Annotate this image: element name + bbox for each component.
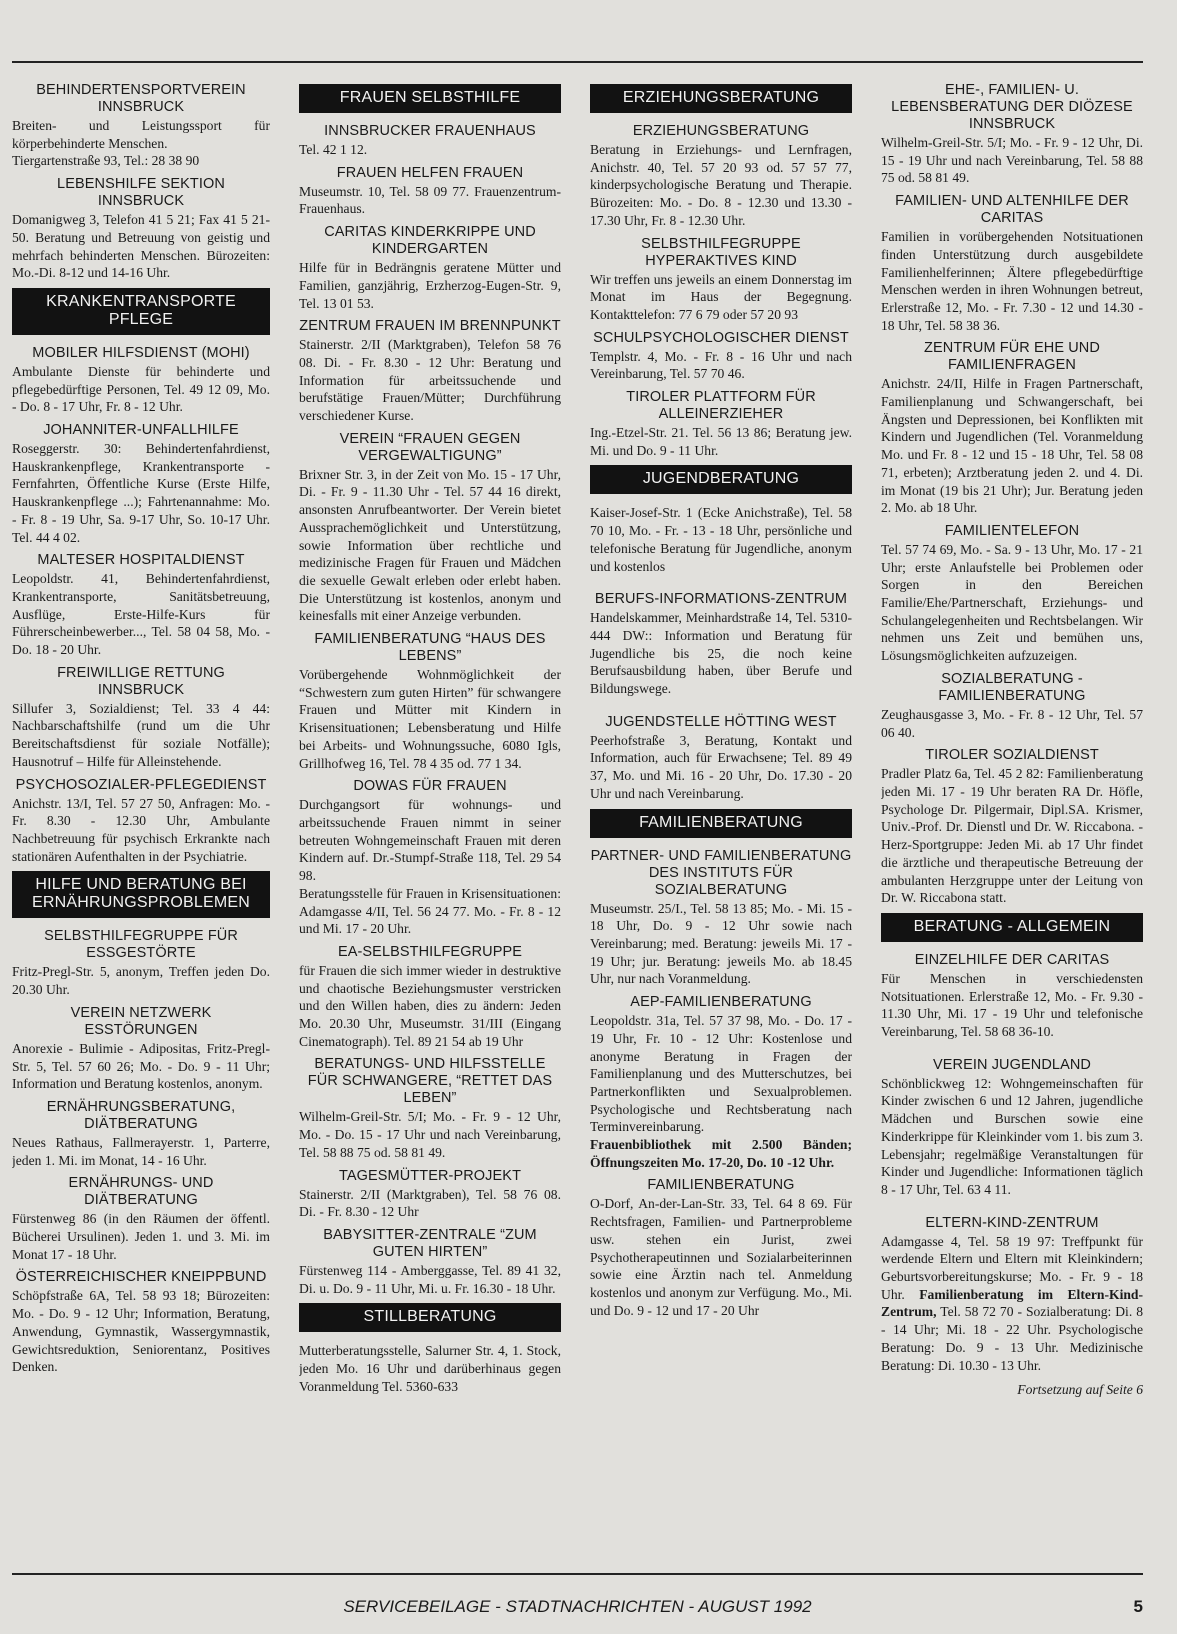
listing-entry bbox=[299, 123, 561, 159]
column-3 bbox=[590, 78, 852, 1556]
entry-body: Durchgangsort für wohnungs- und arbeitssuchende Frauen nimmt in seiner betreuten Wohngemeinschaft Frauen mit deren Kindern auf. Dr.-Stumpf-Straße 118, Tel. 29 54 98. Beratungsstelle für Frauen in Krisensituationen: Adamgasse 4/II, Tel. 56 24 77. Mo. - Fr. 8 - 12 und Mi. 17 - 20 Uhr. bbox=[299, 797, 561, 937]
entry-title: BABYSITTER-ZENTRALE “ZUM GUTEN HIRTEN” bbox=[323, 1226, 537, 1260]
entry-title: INNSBRUCKER FRAUENHAUS bbox=[324, 123, 536, 139]
entry-title: EINZELHILFE DER CARITAS bbox=[914, 951, 1110, 968]
listing-entry bbox=[590, 236, 852, 324]
listing-entry bbox=[12, 552, 270, 659]
entry-title: PARTNER- UND FAMILIENBERATUNG DES INSTITUTS FÜR SOZIALBERATUNG bbox=[590, 847, 852, 898]
entry-title: FAMILIENTELEFON bbox=[944, 522, 1080, 539]
listing-entry bbox=[12, 928, 270, 998]
listing-entry bbox=[881, 193, 1143, 334]
entry-body: Vorübergehende Wohnmöglichkeit der “Schwestern zum guten Hirten” für schwangere Frauen und Mütter mit Kindern in Krisensituationen; Lebensberatung und Hilfe bei Arbeits- und Wohnungssuche, 6080 Igls, Grillhofweg 16, Tel. 78 4 35 od. 77 1 34. bbox=[299, 667, 561, 771]
entry-title: ERNÄHRUNGSBERATUNG, DIÄTBERATUNG bbox=[46, 1098, 236, 1132]
section-heading: STILLBERATUNG bbox=[299, 1303, 561, 1332]
entry-title: LEBENSHILFE SEKTION INNSBRUCK bbox=[57, 176, 225, 210]
entry-title: ERZIEHUNGSBERATUNG bbox=[632, 123, 810, 139]
entry-body: Wir treffen uns jeweils an einem Donnerstag im Monat im Haus der Begegnung. Kontakttelefon: 77 6 79 oder 57 20 93 bbox=[590, 271, 852, 322]
listing-entry bbox=[12, 777, 270, 866]
listing-entry bbox=[590, 994, 852, 1171]
listing-entry bbox=[299, 1227, 561, 1297]
entry-title: FAMILIENBERATUNG “HAUS DES LEBENS” bbox=[314, 631, 546, 665]
entry-title: PSYCHOSOZIALER-PFLEGEDIENST bbox=[15, 776, 267, 793]
entry-title: JUGENDSTELLE HÖTTING WEST bbox=[605, 713, 837, 730]
continuation-note: Fortsetzung auf Seite 6 bbox=[1017, 1382, 1143, 1398]
listing-entry bbox=[881, 523, 1143, 665]
entry-title: DOWAS FÜR FRAUEN bbox=[353, 778, 507, 795]
section-heading: FRAUEN SELBSTHILFE bbox=[299, 84, 561, 113]
entry-body: Sillufer 3, Sozialdienst; Tel. 33 4 44: Nachbarschaftshilfe (rund um die Uhr Bereitschaftsdienst für soziale Notfälle); Hausnotruf – Hilfe für Alleinstehende. bbox=[12, 700, 270, 769]
entry-body: Beratung in Erziehungs- und Lernfragen, Anichstr. 40, Tel. 57 20 93 od. 57 57 77, kinderpsychologische Beratung und Therapie. Bürozeiten: Mo. - Do. 8 - 12.30 und 13.30 - 17.30 Uhr, Fr. 8 - 12.30 Uhr. bbox=[590, 142, 852, 228]
entry-body: Wilhelm-Greil-Str. 5/I; Mo. - Fr. 9 - 12 Uhr, Di. 15 - 19 Uhr und nach Vereinbarung, Tel. 58 88 75 od. 58 81 49. bbox=[881, 135, 1143, 186]
listing-entry bbox=[12, 422, 270, 546]
entry-title: TIROLER SOZIALDIENST bbox=[925, 747, 1099, 764]
entry-title: SELBSTHILFEGRUPPE FÜR ESSGESTÖRTE bbox=[44, 928, 238, 962]
entry-body: Ambulante Dienste für behinderte und pflegebedürftige Personen, Tel. 49 12 09, Mo. - Do. 8 - 17 Uhr, Fr. 8 - 12 Uhr. bbox=[12, 363, 270, 415]
entry-body: Museumstr. 25/I., Tel. 58 13 85; Mo. - Mi. 15 - 18 Uhr, Do. 9 - 12 Uhr sowie nach Vereinbarung; med. Beratung: jeweils Mi. 17 - 19 Uhr; jur. Beratung: jeweils Mo. ab 18.45 Uhr, nur nach Voranmeldung. bbox=[590, 900, 852, 987]
entry-title: ZENTRUM FÜR EHE UND FAMILIENFRAGEN bbox=[924, 340, 1100, 374]
listing-entry bbox=[881, 671, 1143, 741]
entry-body: Familien in vorübergehenden Notsituationen finden Unterstützung durch ausgebildete Familienhelferinnen; Ältere pflegebedürftige Menschen werden in ihren Wohnungen betreut, Erlerstraße 12, Mo. - Fr. 7.30 - 12 und 14.30 - 18 Uhr, Tel. 58 38 36. bbox=[881, 229, 1143, 333]
listing-entry bbox=[299, 631, 561, 772]
page-number: 5 bbox=[1133, 1597, 1143, 1616]
entry-body: Roseggerstr. 30: Behindertenfahrdienst, Hauskrankenpflege, Krankentransporte - Fernfahrten, Öffentliche Kurse (Erste Hilfe, Hauskrankenpflege ...); Fahrtenannahme: Mo. - Fr. 8 - 19 Uhr, Sa. 9-17 Uhr, So. 10-17 Uhr. Tel. 44 4 02. bbox=[12, 441, 270, 545]
entry-title: SELBSTHILFEGRUPPE HYPERAKTIVES KIND bbox=[641, 235, 801, 269]
entry-body: Tel. 42 1 12. bbox=[299, 142, 368, 157]
listing-entry bbox=[881, 1057, 1143, 1199]
listing-entry bbox=[590, 714, 852, 803]
section-heading: BERATUNG - ALLGEMEIN bbox=[881, 913, 1143, 942]
entry-title: FAMILIEN- UND ALTENHILFE DER CARITAS bbox=[895, 193, 1129, 227]
entry-body: Stainerstr. 2/II (Marktgraben), Telefon 58 76 08. Di. - Fr. 8.30 - 12 Uhr: Beratung und Information für arbeitssuchende und berufstätige Frauen/Mütter; Durchführung verschiedener Kurse. bbox=[299, 337, 561, 424]
bottom-rule bbox=[12, 1573, 1143, 1575]
entry-body: Templstr. 4, Mo. - Fr. 8 - 16 Uhr und nach Vereinbarung, Tel. 57 70 46. bbox=[590, 348, 852, 382]
entry-body: Anichstr. 13/I, Tel. 57 27 50, Anfragen: Mo. - Fr. 8.30 - 12.30 Uhr, Ambulante Nachbetreuung für psychisch Erkrankte nach stationären Aufenthalten in der Psychiatrie. bbox=[12, 795, 270, 864]
top-rule bbox=[12, 61, 1143, 63]
entry-title: MALTESER HOSPITALDIENST bbox=[37, 552, 245, 569]
entry-body: Zeughausgasse 3, Mo. - Fr. 8 - 12 Uhr, Tel. 57 06 40. bbox=[881, 706, 1143, 740]
listing-entry bbox=[590, 330, 852, 383]
listing-entry bbox=[12, 345, 270, 416]
entry-title: AEP-FAMILIENBERATUNG bbox=[630, 994, 812, 1011]
listing-entry bbox=[299, 1342, 561, 1395]
section-heading: JUGENDBERATUNG bbox=[590, 465, 852, 494]
listing-entry bbox=[881, 952, 1143, 1041]
entry-title: ZENTRUM FRAUEN IM BRENNPUNKT bbox=[299, 318, 561, 335]
listing-entry bbox=[12, 176, 270, 282]
entry-title: MOBILER HILFSDIENST (MOHI) bbox=[32, 344, 250, 361]
entry-body: Tel. 57 74 69, Mo. - Sa. 9 - 13 Uhr, Mo. 17 - 21 Uhr; erste Anlaufstelle bei Problemen oder Sorgen in den Bereichen Familie/Ehe/Partnerschaft, Erziehungs- und Schulangelegenheiten und Rechtsbelangen. Wir nehmen uns Zeit und bemühen uns, Lösungsmöglichkeiten aufzuzeigen. bbox=[881, 541, 1143, 664]
entry-title: BEHINDERTENSPORTVEREIN INNSBRUCK bbox=[36, 82, 246, 115]
listing-entry bbox=[12, 1005, 270, 1093]
entry-body: Fürstenweg 86 (in den Räumen der öffentl. Bücherei Ursulinen). Jeden 1. und 3. Mi. im Monat 17 - 18 Uhr. bbox=[12, 1211, 270, 1262]
entry-body: Brixner Str. 3, in der Zeit von Mo. 15 - 17 Uhr, Di. - Fr. 9 - 11.30 Uhr - Tel. 57 44 16 direkt, ansonsten Anrufbeantworter. Der Verein bietet Aussprachemöglichkeit und Unterstützung, sowie Information über rechtliche und medizinische Fragen für Frauen und Mädchen die sexuelle Gewalt erleben oder erlebt haben. Die Unterstützung ist kostenlos, anonym und keinesfalls mit einer Anzeige verbunden. bbox=[299, 466, 561, 624]
section-heading: KRANKENTRANSPORTE PFLEGE bbox=[12, 288, 270, 335]
entry-title: VEREIN “FRAUEN GEGEN VERGEWALTIGUNG” bbox=[339, 430, 521, 464]
listing-entry bbox=[299, 1056, 561, 1161]
entry-title: JOHANNITER-UNFALLHILFE bbox=[43, 422, 239, 439]
listing-entry bbox=[299, 431, 561, 625]
entry-title: FREIWILLIGE RETTUNG INNSBRUCK bbox=[57, 664, 225, 698]
listing-entry bbox=[590, 1177, 852, 1319]
entry-title: VEREIN JUGENDLAND bbox=[932, 1056, 1091, 1073]
entry-body: Leopoldstr. 41, Behindertenfahrdienst, Krankentransporte, Sanitätsbetreuung, Ausflüge, Erste-Hilfe-Kurs für Führerscheinbewerber..., Tel. 58 04 58, Mo. - Do. 18 - 20 Uhr. bbox=[12, 571, 270, 658]
listing-entry bbox=[590, 504, 852, 575]
publication-line: SERVICEBEILAGE - STADTNACHRICHTEN - AUGUST 1992 bbox=[343, 1597, 812, 1616]
entry-title: BERATUNGS- UND HILFSSTELLE FÜR SCHWANGERE, “RETTET DAS LEBEN” bbox=[307, 1056, 553, 1107]
entry-body: Kaiser-Josef-Str. 1 (Ecke Anichstraße), Tel. 58 70 10, Mo. - Fr. - 13 - 18 Uhr, persönliche und telefonische Beratung für Jugendliche, anonym und kostenlos bbox=[590, 505, 852, 574]
entry-body: Stainerstr. 2/II (Marktgraben), Tel. 58 76 08. Di. - Fr. 8.30 - 12 Uhr bbox=[299, 1186, 561, 1220]
listing-entry bbox=[12, 1269, 270, 1376]
entry-body: Museumstr. 10, Tel. 58 09 77. Frauenzentrum-Frauenhaus. bbox=[299, 183, 561, 217]
entry-title: FRAUEN HELFEN FRAUEN bbox=[336, 164, 524, 181]
listing-entry bbox=[590, 389, 852, 459]
entry-title: EHE-, FAMILIEN- U. LEBENSBERATUNG DER DIÖZESE INNSBRUCK bbox=[891, 82, 1133, 132]
listing-entry bbox=[299, 944, 561, 1051]
section-heading: ERZIEHUNGSBERATUNG bbox=[590, 84, 852, 113]
entry-title: FAMILIENBERATUNG bbox=[647, 1177, 795, 1194]
listing-entry bbox=[299, 318, 561, 425]
entry-body: Handelskammer, Meinhardstraße 14, Tel. 5310-444 DW:: Information und Beratung für Jugendliche bis 25, die noch keine Berufsausbildung haben, über Berufe und Bildungswege. bbox=[590, 610, 852, 697]
listing-entry bbox=[299, 165, 561, 218]
column-2 bbox=[299, 78, 561, 1556]
listing-entry bbox=[299, 778, 561, 938]
entry-body: Domanigweg 3, Telefon 41 5 21; Fax 41 5 21-50. Beratung und Betreuung von geistig und mehrfach behinderten Menschen. Bürozeiten: Mo.-Di. 8-12 und 14-16 Uhr. bbox=[12, 212, 270, 281]
entry-body: Leopoldstr. 31a, Tel. 57 37 98, Mo. - Do. 17 - 19 Uhr, Fr. 10 - 12 Uhr: Kostenlose und anonyme Beratung in Fragen der Familienplanung und des Mutterschutzes, bei Partnerkonflikten und Sexualproblemen. Psychologische und Rechtsberatung nach Terminvereinbarung. Frauenbibliothek mit 2.500 Bänden; Öffnungszeiten Mo. 17-20, Do. 10 -12 Uhr. bbox=[590, 1013, 852, 1170]
listing-entry bbox=[590, 848, 852, 989]
listing-entry bbox=[12, 1175, 270, 1263]
entry-title: ERNÄHRUNGS- UND DIÄTBERATUNG bbox=[68, 1175, 214, 1209]
entry-title: TIROLER PLATTFORM FÜR ALLEINERZIEHER bbox=[626, 389, 816, 423]
entry-body: Schönblickweg 12: Wohngemeinschaften für Kinder zwischen 6 und 12 Jahren, jugendliche Mädchen und Burschen sowie eine Kinderkrippe für Kleinkinder vom 1. bis zum 3. Lebensjahr; regelmäßige Veranstaltungen für Kinder und Jugendliche: Informationen täglich 8 - 17 Uhr, Tel. 63 4 11. bbox=[881, 1075, 1143, 1197]
entry-body: Für Menschen in verschiedensten Notsituationen. Erlerstraße 12, Mo. - Fr. 9.30 - 11.30 Uhr, Mi. 17 - 19 Uhr und telefonische Vereinbarung, Tel. 58 68 36-10. bbox=[881, 970, 1143, 1040]
listing-entry bbox=[881, 340, 1143, 517]
listing-entry bbox=[12, 82, 270, 170]
entry-body: Adamgasse 4, Tel. 58 19 97: Treffpunkt für werdende Eltern und Eltern mit Kleinkindern; Geburtsvorbereitungskurse; Mo. - Fr. 9 - 18 Uhr. Familienberatung im Eltern-Kind-Zentrum, Tel. 58 72 70 - Sozialberatung: Di. 8 - 14 Uhr; Mi. 18 - 22 Uhr. Psychologische Beratung: Do. 9 - 13 Uhr. Medizinische Beratung: Di. 10.30 - 13 Uhr. bbox=[881, 1233, 1143, 1373]
column-1 bbox=[12, 78, 270, 1556]
listing-entry bbox=[12, 665, 270, 771]
entry-body: Mutterberatungsstelle, Salurner Str. 4, 1. Stock, jeden Mo. 16 Uhr und darüberhinaus gegen Voranmeldung Tel. 5360-633 bbox=[299, 1343, 561, 1394]
column-4 bbox=[881, 78, 1143, 1556]
entry-body: Fürstenweg 114 - Amberggasse, Tel. 89 41 32, Di. u. Do. 9 - 11 Uhr, Mi. u. Fr. 16.30 - 18 Uhr. bbox=[299, 1262, 561, 1296]
entry-body: Anichstr. 24/II, Hilfe in Fragen Partnerschaft, Familienplanung und Schwangerschaft, bei Ängsten und Depressionen, bei Konflikten mit Kindern und Jugendlichen (Tel. Voranmeldung Mo. und Fr. 8 - 12 und 15 - 18 Uhr, Tel. 58 08 71, erbeten); Arztberatung jeden 2. und 4. Di. im Monat (19 bis 21 Uhr); Jur. Beratung jeden 2. Mo. ab 18 Uhr. bbox=[881, 376, 1143, 516]
listing-columns bbox=[12, 78, 1143, 1556]
entry-title: CARITAS KINDERKRIPPE UND KINDERGARTEN bbox=[324, 224, 536, 258]
entry-title: SOZIALBERATUNG - FAMILIENBERATUNG bbox=[938, 670, 1086, 704]
listing-entry bbox=[590, 591, 852, 698]
entry-body: Peerhofstraße 3, Beratung, Kontakt und Information, auch für Erwachsene; Tel. 89 49 37, Mo. und Mi. 16 - 20 Uhr, Do. 17.30 - 20 Uhr und nach Vereinbarung. bbox=[590, 732, 852, 801]
listing-entry bbox=[299, 224, 561, 312]
listing-entry bbox=[881, 1215, 1143, 1375]
entry-body: für Frauen die sich immer wieder in destruktive und chaotische Beziehungsmuster verstricken und den Willen haben, dies zu ändern: Jeden Mo. 20.30 Uhr, Museumstr. 31/III (Eingang Cinematograph). Tel. 89 21 54 ab 19 Uhr bbox=[299, 962, 561, 1049]
section-heading: FAMILIENBERATUNG bbox=[590, 809, 852, 838]
section-heading: HILFE UND BERATUNG BEI ERNÄHRUNGSPROBLEMEN bbox=[12, 871, 270, 918]
listing-entry bbox=[299, 1168, 561, 1221]
entry-title: BERUFS-INFORMATIONS-ZENTRUM bbox=[594, 591, 848, 608]
entry-body: O-Dorf, An-der-Lan-Str. 33, Tel. 64 8 69. Für Rechtsfragen, Familien- und Partnerprobleme usw. stehen ein Jurist, zwei Psychotherapeutinnen und Sozialarbeiterinnen sowie eine Ärztin nach tel. Anmeldung kostenlos und anonym zur Verfügung. Mo., Mi. und Do. 9 - 12 und 17 - 20 Uhr bbox=[590, 1196, 852, 1318]
entry-body: Pradler Platz 6a, Tel. 45 2 82: Familienberatung jeden Mi. 17 - 19 Uhr beraten RA Dr. Höfle, Psychologe Dr. Pilgermair, Dipl.SA. Krismer, Univ.-Prof. Dr. Dienstl und Dr. W. Riccabona. - Herz-Sportgruppe: Jeden Mi. ab 17 Uhr findet die ärztliche und therapeutische Betreuung der ambulanten Herzgruppe unter der Leitung von Dr. W. Riccabona statt. bbox=[881, 766, 1143, 906]
entry-body: Fritz-Pregl-Str. 5, anonym, Treffen jeden Do. 20.30 Uhr. bbox=[12, 964, 270, 998]
entry-body: Anorexie - Bulimie - Adipositas, Fritz-Pregl-Str. 5, Tel. 57 60 26; Mo. - Do. 9 - 11 Uhr; Information und Beratung kostenlos, anonym. bbox=[12, 1040, 270, 1092]
entry-body: Neues Rathaus, Fallmerayerstr. 1, Parterre, jeden 1. Mi. im Monat, 14 - 16 Uhr. bbox=[12, 1134, 270, 1168]
listing-entry bbox=[881, 82, 1143, 187]
entry-title: TAGESMÜTTER-PROJEKT bbox=[338, 1167, 522, 1184]
entry-body: Ing.-Etzel-Str. 21. Tel. 56 13 86; Beratung jew. Mi. und Do. 9 - 11 Uhr. bbox=[590, 425, 852, 458]
entry-title: VEREIN NETZWERK ESSTÖRUNGEN bbox=[70, 1004, 212, 1038]
listing-entry bbox=[881, 747, 1143, 907]
listing-entry bbox=[590, 123, 852, 230]
entry-title: ELTERN-KIND-ZENTRUM bbox=[925, 1214, 1099, 1231]
entry-body: Schöpfstraße 6A, Tel. 58 93 18; Bürozeiten: Mo. - Do. 9 - 12 Uhr; Information, Beratung, Anwendung, Gymnastik, Wassergymnastik, Gewichtsreduktion, Seniorentanz, Positives Denken. bbox=[12, 1288, 270, 1375]
entry-body: Breiten- und Leistungssport für körperbehinderte Menschen. Tiergartenstraße 93, Tel.: 28 38 90 bbox=[12, 118, 270, 169]
entry-title: ÖSTERREICHISCHER KNEIPPBUND bbox=[15, 1269, 267, 1286]
entry-body: Wilhelm-Greil-Str. 5/I; Mo. - Fr. 9 - 12 Uhr, Mo. - Do. 15 - 17 Uhr und nach Vereinbarung, Tel. 58 88 75 od. 58 81 49. bbox=[299, 1109, 561, 1160]
entry-title: EA-SELBSTHILFEGRUPPE bbox=[337, 943, 523, 960]
listing-entry bbox=[12, 1099, 270, 1169]
entry-title: SCHULPSYCHOLOGISCHER DIENST bbox=[593, 329, 849, 346]
entry-body: Hilfe für in Bedrängnis geratene Mütter und Familien, ganzjährig, Erzherzog-Eugen-Str. 9, Tel. 13 01 53. bbox=[299, 260, 561, 311]
